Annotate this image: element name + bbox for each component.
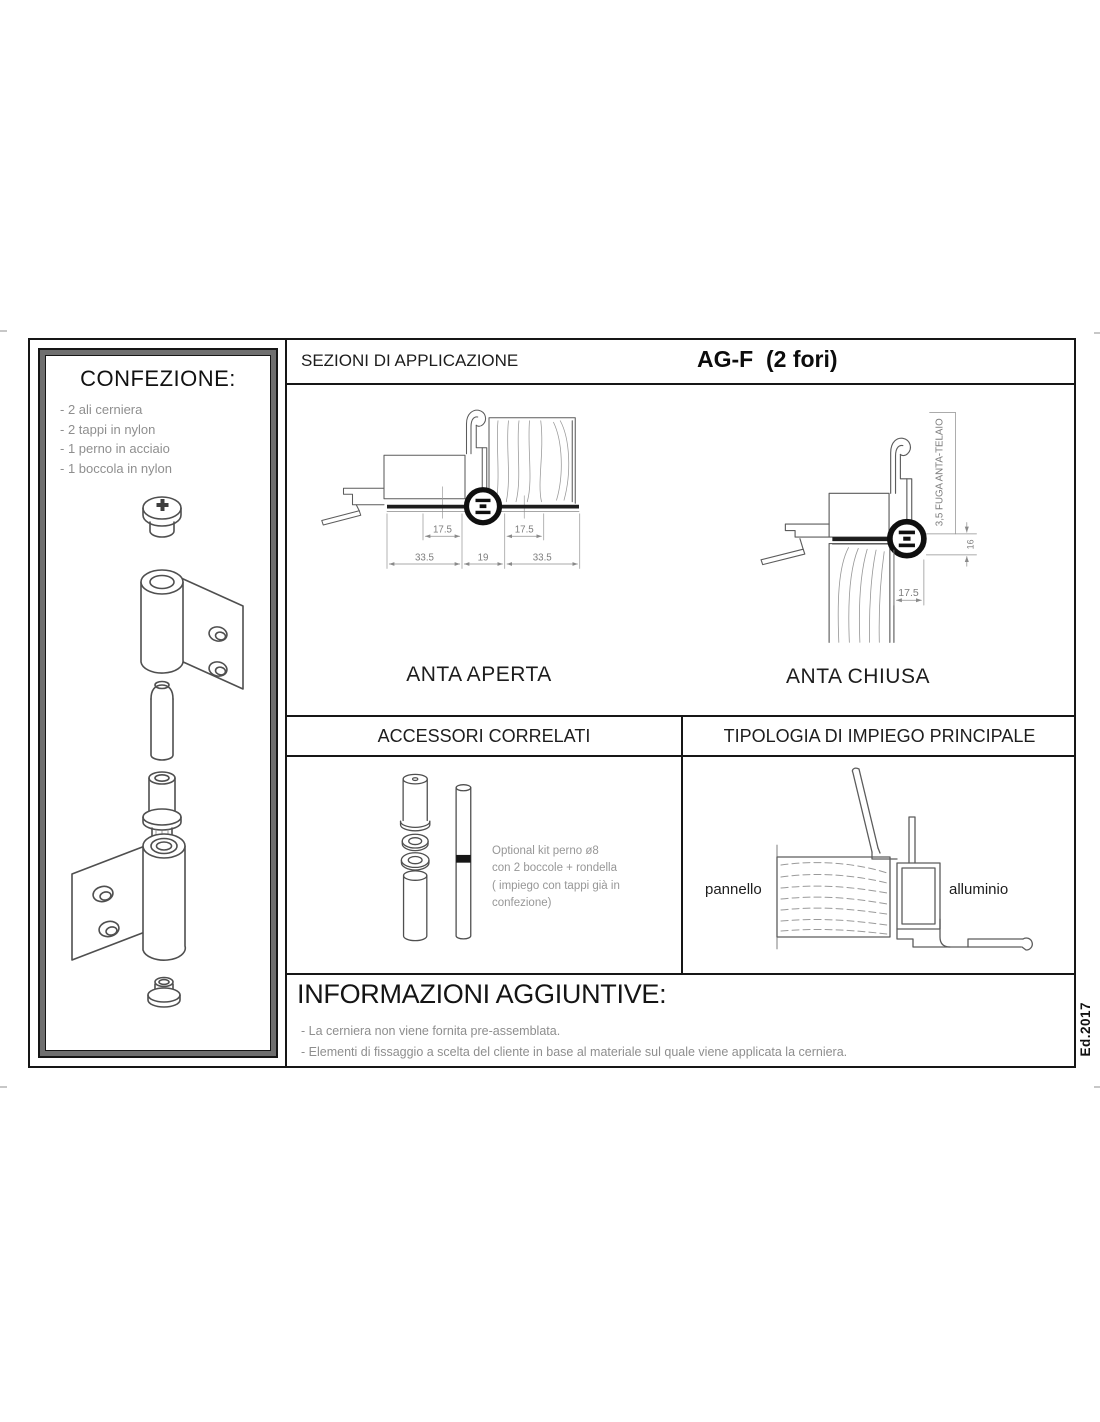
- accessori-header: [285, 717, 683, 757]
- confezione-item: - 1 perno in acciaio: [60, 441, 170, 456]
- anta-chiusa-drawing: [735, 401, 1035, 644]
- section-title: SEZIONI DI APPLICAZIONE: [301, 351, 519, 370]
- hinge-section: [387, 490, 579, 523]
- hinge-wing-lower: [72, 834, 185, 960]
- accessori-title: ACCESSORI CORRELATI: [377, 725, 591, 746]
- hinge-section: [832, 522, 924, 556]
- confezione-item: - 2 tappi in nylon: [60, 421, 156, 437]
- pin: [151, 682, 173, 761]
- confezione-item: - 2 ali cerniera: [60, 402, 143, 417]
- accessori-note-line: Optional kit perno ø8: [492, 845, 599, 857]
- end-cap: [148, 978, 180, 1008]
- crop-mark: [0, 330, 7, 332]
- confezione-panel-border: [40, 350, 276, 1056]
- dim-label: 33.5: [415, 552, 434, 564]
- aluminium-label: alluminio: [949, 881, 1009, 898]
- crop-mark: [0, 1086, 7, 1088]
- wood-panel-section: [829, 544, 894, 643]
- dim-label: 19: [477, 552, 489, 564]
- anta-chiusa-label: ANTA CHIUSA: [786, 665, 930, 688]
- dim-label: 17.5: [433, 524, 452, 536]
- header-row: [285, 340, 1076, 385]
- application-sections-area: [285, 385, 1076, 717]
- accessori-note-line: ( impiego con tappi già in confezione): [492, 879, 620, 909]
- accessori-note-line: con 2 boccole + rondella: [492, 862, 617, 875]
- accessori-drawing: [379, 767, 491, 948]
- anta-aperta-drawing: [312, 407, 612, 604]
- tipologia-drawing: [683, 757, 1076, 975]
- dim-label: 17.5: [898, 587, 919, 600]
- tipologia-header: [683, 717, 1076, 757]
- dim-label: 16: [965, 539, 976, 550]
- tipologia-section: [683, 757, 1076, 975]
- wood-panel: [777, 845, 890, 949]
- crop-mark: [1094, 332, 1100, 334]
- crop-mark: [1094, 1086, 1100, 1088]
- hinge-wing-upper: [141, 570, 243, 689]
- confezione-item: - 1 boccola in nylon: [60, 460, 173, 476]
- pin-assembled: [456, 785, 471, 939]
- info-note: - Elementi di fissaggio a scelta del cliente in base al materiale sul quale viene applicata la cerniera.: [301, 1045, 848, 1060]
- anta-aperta-label: ANTA APERTA: [406, 663, 552, 686]
- info-title: INFORMAZIONI AGGIUNTIVE:: [297, 979, 667, 1009]
- wood-panel-section: [489, 418, 575, 504]
- confezione-title: CONFEZIONE:: [80, 366, 236, 391]
- confezione-panel: [38, 348, 278, 1058]
- tipologia-title: TIPOLOGIA DI IMPIEGO PRINCIPALE: [723, 725, 1036, 746]
- edition-label: Ed.2017: [1078, 1002, 1093, 1057]
- screw-cap: [143, 497, 181, 537]
- accessori-section: [285, 757, 683, 975]
- pin-kit-exploded: [401, 774, 430, 940]
- confezione-exploded-drawing: [46, 482, 270, 1027]
- gap-note-label: 3,5 FUGA ANTA-TELAIO: [934, 418, 946, 527]
- accessori-note: [492, 843, 677, 912]
- dim-label: 17.5: [514, 524, 534, 536]
- aluminium-profile: [852, 768, 1032, 950]
- confezione-list: [60, 400, 270, 478]
- dim-label: 33.5: [532, 552, 552, 564]
- info-notes: [301, 1021, 847, 1064]
- info-section: [285, 975, 1076, 1068]
- info-note: - La cerniera non viene fornita pre-assemblata.: [301, 1024, 561, 1038]
- panel-label: pannello: [705, 881, 762, 898]
- product-code: AG-F (2 fori): [697, 346, 838, 372]
